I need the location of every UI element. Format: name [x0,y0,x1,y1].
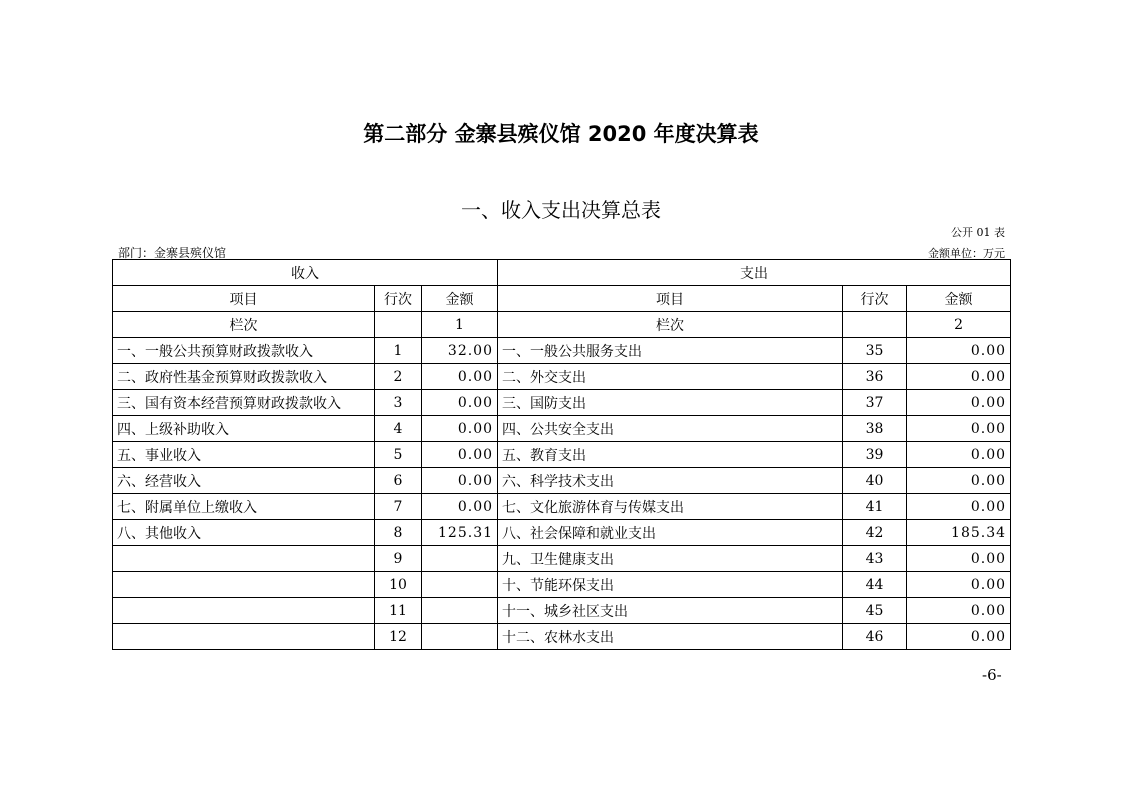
expense-item: 十、节能环保支出 [498,572,843,598]
expense-item: 四、公共安全支出 [498,416,843,442]
expense-amount: 0.00 [907,390,1011,416]
income-line: 12 [375,624,422,650]
income-line: 4 [375,416,422,442]
expense-line: 36 [843,364,907,390]
expense-item: 二、外交支出 [498,364,843,390]
lanci-right: 栏次 [498,312,843,338]
income-item: 七、附属单位上缴收入 [113,494,375,520]
income-amount [422,624,498,650]
income-amount: 0.00 [422,494,498,520]
table-row [113,364,1011,390]
income-amount [422,572,498,598]
income-amount: 0.00 [422,468,498,494]
income-header: 收入 [113,260,498,286]
lanci-right-num: 2 [907,312,1011,338]
income-expense-table [112,259,1011,650]
expense-amount: 0.00 [907,338,1011,364]
lanci-left-num: 1 [422,312,498,338]
expense-amount: 0.00 [907,546,1011,572]
page-number: -6- [982,666,1002,684]
income-item: 四、上级补助收入 [113,416,375,442]
table-row [113,416,1011,442]
expense-line: 41 [843,494,907,520]
table-row [113,390,1011,416]
amount-unit-label: 金额单位：万元 [928,247,1005,260]
expense-item: 九、卫生健康支出 [498,546,843,572]
income-amount: 0.00 [422,442,498,468]
lanci-left: 栏次 [113,312,375,338]
expense-amount: 185.34 [907,520,1011,546]
expense-amount: 0.00 [907,468,1011,494]
income-item [113,572,375,598]
income-amount: 0.00 [422,364,498,390]
expense-line: 35 [843,338,907,364]
col-header-item-right: 项目 [498,286,843,312]
income-amount: 32.00 [422,338,498,364]
expense-line: 46 [843,624,907,650]
form-code: 公开 01 表 [951,226,1005,239]
table-row [113,442,1011,468]
section-header-row [113,260,1011,286]
expense-item: 十一、城乡社区支出 [498,598,843,624]
col-header-amount: 金额 [422,286,498,312]
table-row [113,494,1011,520]
expense-amount: 0.00 [907,494,1011,520]
page-title: 第二部分 金寨县殡仪馆 2020 年度决算表 [363,122,759,146]
expense-line: 39 [843,442,907,468]
income-line: 2 [375,364,422,390]
expense-line: 45 [843,598,907,624]
expense-item: 一、一般公共服务支出 [498,338,843,364]
table-title: 一、收入支出决算总表 [461,198,661,222]
income-line: 6 [375,468,422,494]
expense-item: 十二、农林水支出 [498,624,843,650]
department-label: 部门：金寨县殡仪馆 [118,246,227,260]
income-line: 10 [375,572,422,598]
col-header-item: 项目 [113,286,375,312]
expense-header: 支出 [498,260,1011,286]
income-line: 9 [375,546,422,572]
expense-amount: 0.00 [907,416,1011,442]
income-line: 11 [375,598,422,624]
expense-line: 37 [843,390,907,416]
income-item: 一、一般公共预算财政拨款收入 [113,338,375,364]
table-row [113,520,1011,546]
expense-line: 38 [843,416,907,442]
expense-line: 42 [843,520,907,546]
table-row [113,546,1011,572]
income-item: 八、其他收入 [113,520,375,546]
expense-item: 五、教育支出 [498,442,843,468]
income-item [113,624,375,650]
income-amount: 0.00 [422,416,498,442]
income-amount: 0.00 [422,390,498,416]
income-line: 1 [375,338,422,364]
table-row [113,468,1011,494]
income-amount [422,546,498,572]
table-row [113,598,1011,624]
income-amount: 125.31 [422,520,498,546]
expense-line: 44 [843,572,907,598]
income-item: 五、事业收入 [113,442,375,468]
lanci-right-empty [843,312,907,338]
expense-amount: 0.00 [907,572,1011,598]
expense-amount: 0.00 [907,624,1011,650]
income-line: 8 [375,520,422,546]
table-row [113,572,1011,598]
expense-amount: 0.00 [907,598,1011,624]
expense-line: 43 [843,546,907,572]
expense-line: 40 [843,468,907,494]
income-line: 5 [375,442,422,468]
income-item [113,598,375,624]
income-item: 三、国有资本经营预算财政拨款收入 [113,390,375,416]
table-row [113,338,1011,364]
income-item [113,546,375,572]
expense-amount: 0.00 [907,442,1011,468]
col-header-amount-right: 金额 [907,286,1011,312]
expense-item: 八、社会保障和就业支出 [498,520,843,546]
income-line: 7 [375,494,422,520]
income-item: 六、经营收入 [113,468,375,494]
col-header-line-right: 行次 [843,286,907,312]
income-line: 3 [375,390,422,416]
col-header-line: 行次 [375,286,422,312]
expense-item: 六、科学技术支出 [498,468,843,494]
expense-item: 三、国防支出 [498,390,843,416]
income-amount [422,598,498,624]
column-header-row [113,286,1011,312]
expense-item: 七、文化旅游体育与传媒支出 [498,494,843,520]
column-number-row [113,312,1011,338]
lanci-left-empty [375,312,422,338]
income-item: 二、政府性基金预算财政拨款收入 [113,364,375,390]
table-row [113,624,1011,650]
expense-amount: 0.00 [907,364,1011,390]
